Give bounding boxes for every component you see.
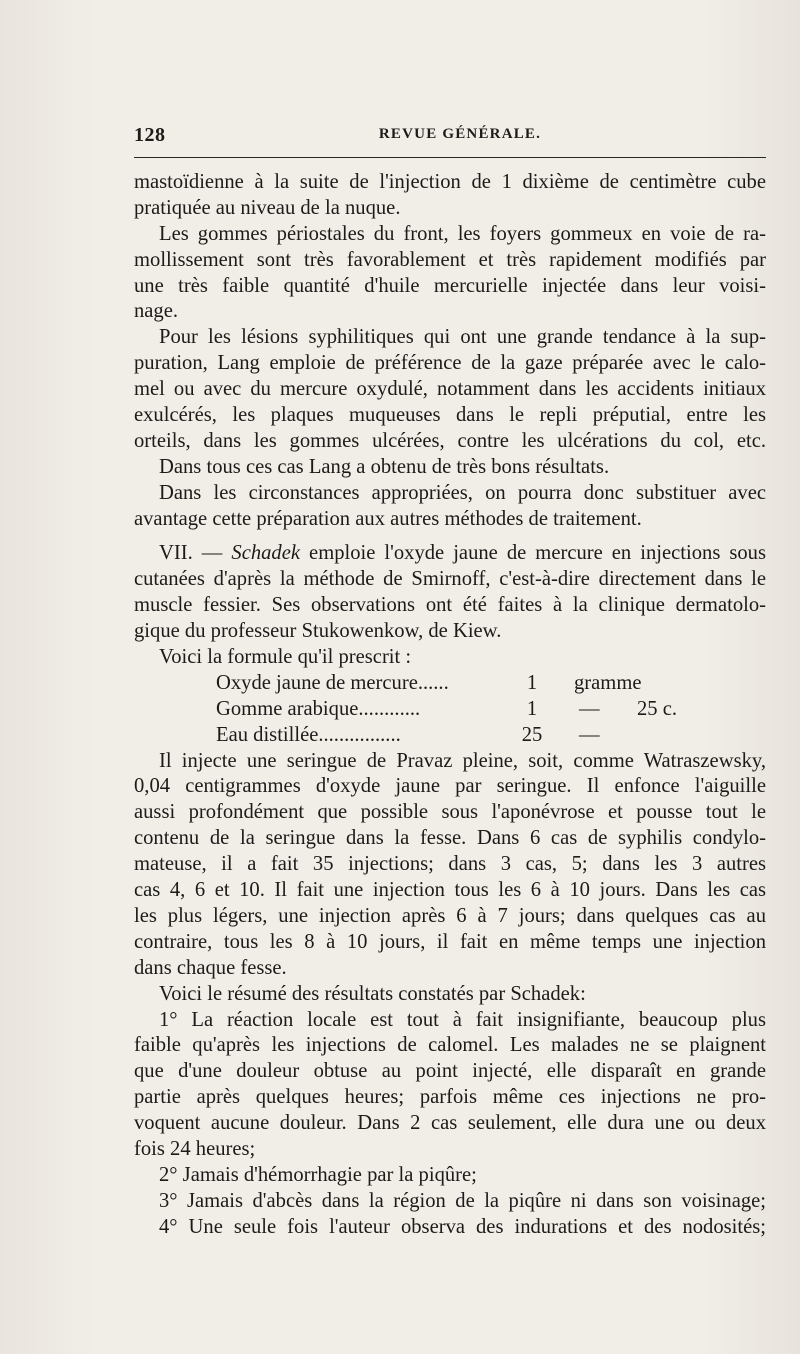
text-line: que d'une douleur obtuse au point injecté, elle disparaît en grande [134,1060,766,1083]
text-line: Voici le résumé des résultats constatés par Schadek: [159,982,586,1005]
text-line: Les gommes périostales du front, les foyers gommeux en voie de ra- [159,222,766,245]
formula-quantity: 1 [526,671,538,694]
text-line: Dans tous ces cas Lang a obtenu de très bons résultats. [159,455,610,478]
formula-ditto: — [579,697,600,720]
text-line: 3° Jamais d'abcès dans la région de la piqûre ni dans son voisinage; [159,1189,766,1212]
formula-row [134,671,766,697]
text-line: pratiquée au niveau de la nuque. [134,196,401,219]
text-line: mel ou avec du mercure oxydulé, notamment dans les accidents initiaux [134,378,766,401]
text-line: nage. [134,300,179,323]
text-line: muscle fessier. Ses observations ont été faites à la clinique dermatolo- [134,594,766,617]
text-line: mastoïdienne à la suite de l'injection de 1 dixième de centimètre cube [134,171,766,193]
text-line: 2° Jamais d'hémorrhagie par la piqûre; [159,1163,477,1186]
formula-amount: 25 c. [637,697,678,720]
formula-ingredient: Eau distillée................ [216,723,401,746]
section-heading-line [134,541,766,567]
text-line: voquent aucune douleur. Dans 2 cas seulement, elle dura une ou deux [134,1112,766,1135]
formula-ingredient: Oxyde jaune de mercure...... [216,671,449,694]
text-line: dans chaque fesse. [134,956,287,979]
text-line: puration, Lang emploie de préférence de la gaze préparée avec le calo- [134,352,766,375]
text-line: orteils, dans les gommes ulcérées, contre les ulcérations du col, etc. [134,429,766,452]
text-line: Pour les lésions syphilitiques qui ont une grande tendance à la sup- [159,326,766,349]
author-name: Schadek [231,542,301,565]
text-line: faible qu'après les injections de calomel. Les malades ne se plaignent [134,1034,766,1057]
page-number: 128 [134,124,166,146]
page-body [134,170,766,1241]
text-line: Il injecte une seringue de Pravaz pleine, soit, comme Watraszewsky, [159,749,766,772]
text-line: Voici la formule qu'il prescrit : [159,646,412,669]
formula-quantity: 25 [521,723,543,746]
formula-row [134,723,766,749]
header-rule [134,157,766,158]
text-line: contraire, tous les 8 à 10 jours, il fait en même temps une injection [134,930,766,953]
text-line: une très faible quantité d'huile mercurielle injectée dans leur voisi- [134,274,766,297]
text-line: cutanées d'après la méthode de Smirnoff, c'est-à-dire directement dans le [134,568,766,591]
text-line: les plus légers, une injection après 6 à 7 jours; dans quelques cas au [134,904,766,927]
formula-row [134,697,766,723]
page-header [134,124,766,150]
text-line: cas 4, 6 et 10. Il fait une injection tous les 6 à 10 jours. Dans les cas [134,879,766,902]
formula-ditto: — [579,723,600,746]
text-line: gique du professeur Stukowenkow, de Kiew. [134,620,502,643]
text-line: avantage cette préparation aux autres méthodes de traitement. [134,507,642,530]
formula-quantity: 1 [526,697,538,720]
text-line: exulcérés, les plaques muqueuses dans le repli préputial, entre les [134,404,766,427]
text-line: 4° Une seule fois l'auteur observa des indurations et des nodosités; [159,1215,766,1238]
text-line: 1° La réaction locale est tout à fait insignifiante, beaucoup plus [159,1008,766,1031]
text-fragment: emploie l'oxyde jaune de mercure en injections sous [300,542,766,565]
running-title: REVUE GÉNÉRALE. [378,126,542,142]
text-line: partie après quelques heures; parfois même ces injections ne pro- [134,1086,766,1109]
text-line: 0,04 centigrammes d'oxyde jaune par seringue. Il enfonce l'aiguille [134,775,766,798]
text-line: mollissement sont très favorablement et très rapidement modifiés par [134,248,766,271]
text-line: aussi profondément que possible sous l'aponévrose et pousse tout le [134,801,766,824]
text-line: contenu de la seringue dans la fesse. Dans 6 cas de syphilis condylo- [134,827,766,850]
section-number: VII. — [159,542,232,565]
text-line: Dans les circonstances appropriées, on pourra donc substituer avec [159,481,766,504]
formula-unit: gramme [574,671,642,694]
formula-table [134,671,766,749]
formula-ingredient: Gomme arabique............ [216,697,421,720]
text-line: fois 24 heures; [134,1137,256,1160]
text-line: mateuse, il a fait 35 injections; dans 3 cas, 5; dans les 3 autres [134,853,766,876]
